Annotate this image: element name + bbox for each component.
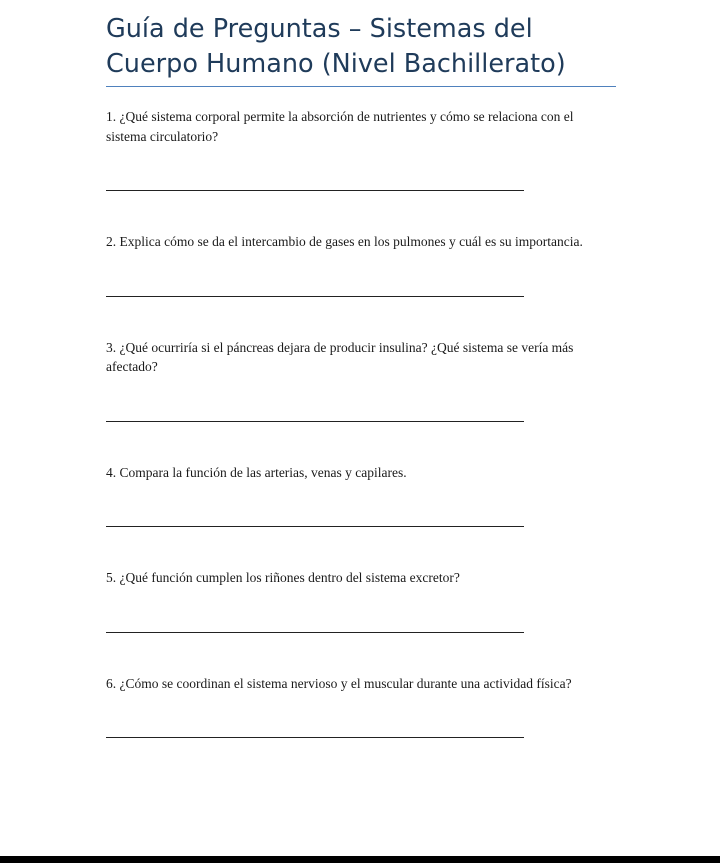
question-text: 1. ¿Qué sistema corporal permite la absorción de nutrientes y cómo se relaciona con el sistema circulatorio? <box>106 109 574 144</box>
page-title: Guía de Preguntas – Sistemas del Cuerpo Humano (Nivel Bachillerato) <box>106 14 566 79</box>
question-text: 5. ¿Qué función cumplen los riñones dentro del sistema excretor? <box>106 570 460 585</box>
question-item-4 <box>106 463 616 569</box>
bottom-edge-bar <box>0 856 720 863</box>
question-item-3 <box>106 338 616 463</box>
question-text: 2. Explica cómo se da el intercambio de gases en los pulmones y cuál es su importancia. <box>106 234 583 249</box>
question-item-2 <box>106 232 616 338</box>
question-list <box>106 107 616 738</box>
title-underline <box>106 86 616 87</box>
question-item-1 <box>106 107 616 232</box>
question-text: 4. Compara la función de las arterias, venas y capilares. <box>106 464 407 480</box>
question-text: 6. ¿Cómo se coordinan el sistema nervioso y el muscular durante una actividad física? <box>106 675 572 691</box>
question-text: 3. ¿Qué ocurriría si el páncreas dejara de producir insulina? ¿Qué sistema se vería más afectado? <box>106 339 574 374</box>
answer-line <box>106 737 524 738</box>
question-item-5 <box>106 568 616 674</box>
question-item-6 <box>106 674 616 739</box>
document-page <box>106 12 616 738</box>
